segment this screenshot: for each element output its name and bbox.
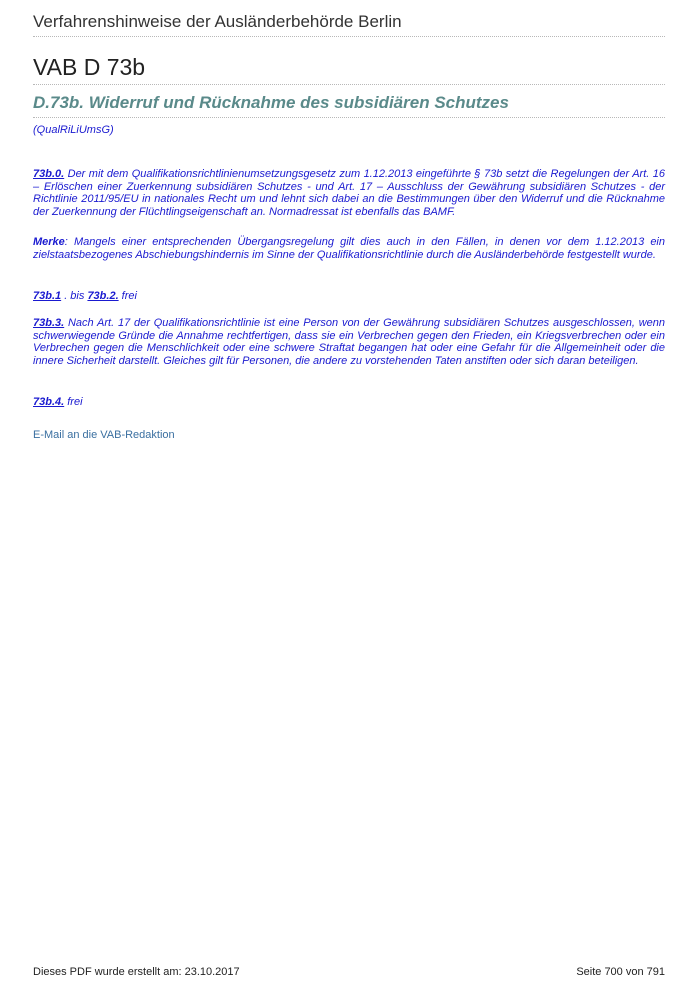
paragraph-text: frei xyxy=(118,290,137,302)
footer-page-number: Seite 700 von 791 xyxy=(576,966,665,978)
paragraph-text: Der mit dem Qualifikationsrichtlinienumsetzungsgesetz zum 1.12.2013 eingeführte § 73b setzt die Regelungen der Art. 16 – Erlöschen einer Zuerkennung subsidiären Schutzes - und Art. 17 – Ausschluss der Gewährung subsidiären Schutzes - der Richtlinie 2011/95/EU in nationales Recht um und lehnt sich dabei an die Bestimmungen über den Widerruf und die Rücknahme der Zuerkennung der Flüchtlingseigenschaft an. Normadressat ist ebenfalls das BAMF. xyxy=(33,168,665,218)
divider xyxy=(33,117,665,118)
law-reference: (QualRiLiUmsG) xyxy=(33,124,114,136)
merke-label: Merke xyxy=(33,236,65,248)
footer-created-date: Dieses PDF wurde erstellt am: 23.10.2017 xyxy=(33,966,240,978)
paragraph-73b-3 xyxy=(33,317,665,367)
doc-title: VAB D 73b xyxy=(33,54,146,80)
section-title: D.73b. Widerruf und Rücknahme des subsidiären Schutzes xyxy=(33,93,509,112)
paragraph-73b-0 xyxy=(33,168,665,218)
paragraph-73b-4 xyxy=(33,396,665,409)
paragraph-text: Nach Art. 17 der Qualifikationsrichtlinie ist eine Person von der Gewährung subsidiären Schutzes ausgeschlossen, wenn schwerwiegende Gründe die Annahme rechtfertigen, dass sie ein Verbrechen gegen den Frieden, ein Kriegsverbrechen oder ein Verbrechen gegen die Menschlichkeit oder eine schwere Straftat begangen hat oder eine Gefahr für die Allgemeinheit oder die innere Sicherheit darstellt. Gleiches gilt für Personen, die andere zu vorstehenden Taten anstiften oder sich daran beteiligen. xyxy=(33,317,665,367)
divider xyxy=(33,84,665,85)
paragraph-text: frei xyxy=(64,396,83,408)
email-editor-link[interactable]: E-Mail an die VAB-Redaktion xyxy=(33,429,175,441)
anchor-link-73b-1[interactable]: 73b.1 xyxy=(33,290,62,302)
paragraph-73b-1-2 xyxy=(33,290,665,303)
anchor-link-73b-4[interactable]: 73b.4. xyxy=(33,396,65,408)
site-title: Verfahrenshinweise der Ausländerbehörde Berlin xyxy=(33,12,402,31)
divider xyxy=(33,36,665,37)
paragraph-merke xyxy=(33,236,665,261)
anchor-link-73b-2[interactable]: 73b.2. xyxy=(87,290,119,302)
anchor-link-73b-3[interactable]: 73b.3. xyxy=(33,317,65,329)
anchor-link-73b-0[interactable]: 73b.0. xyxy=(33,168,65,180)
paragraph-text: . bis xyxy=(61,290,88,302)
paragraph-text: : Mangels einer entsprechenden Übergangsregelung gilt dies auch in den Fällen, in denen vor dem 1.12.2013 ein zielstaatsbezogenes Abschiebungshindernis im Sinne der Qualifikationsrichtlinie durch die Ausländerbehörde festgestellt wurde. xyxy=(33,236,665,261)
